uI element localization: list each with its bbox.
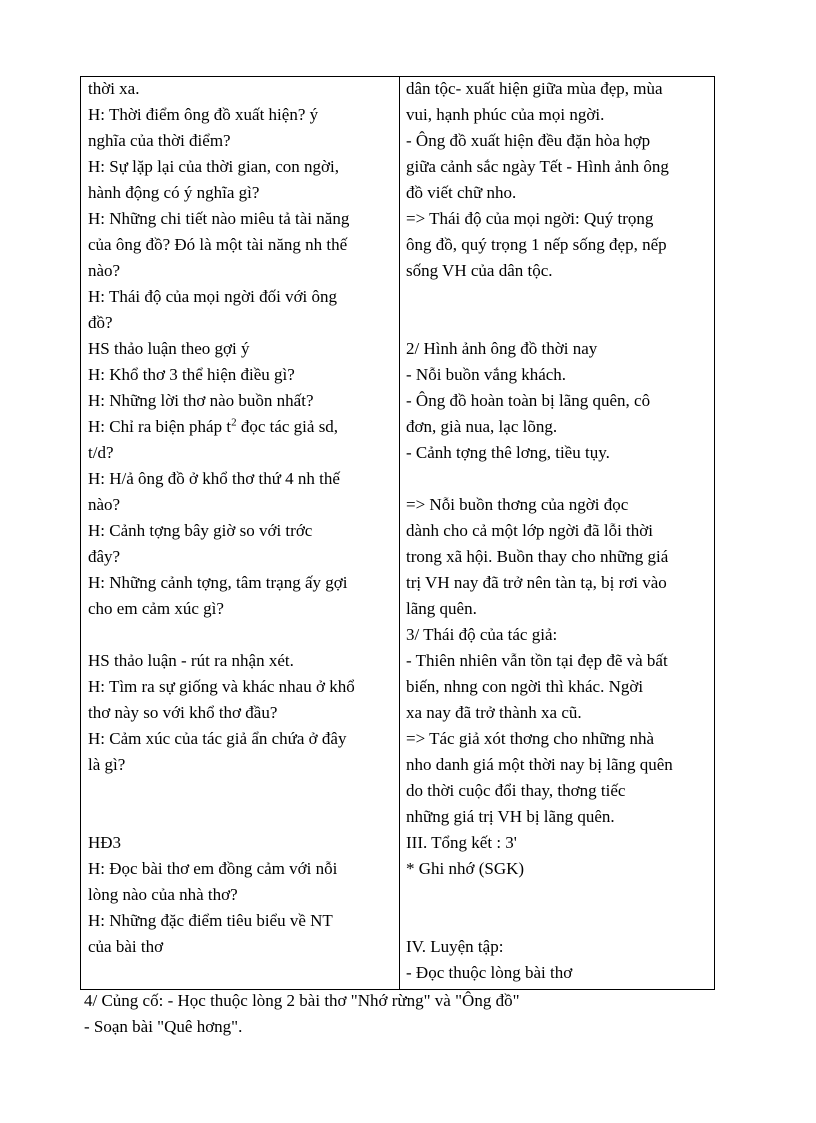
content-line: IV. Luyện tập: (406, 937, 504, 956)
question-line: thơ này so với khổ thơ đầu? (88, 703, 278, 722)
content-line: => Nỗi buồn thơng của ngời đọc (406, 495, 629, 514)
content-line: dành cho cả một lớp ngời đã lỗi thời (406, 521, 653, 540)
question-line: H: Những cảnh tợng, tâm trạng ấy gợi (88, 573, 348, 592)
content-line: lãng quên. (406, 599, 477, 618)
lesson-table (80, 76, 715, 990)
question-line: H: Thái độ của mọi ngời đối với ông (88, 287, 338, 306)
content-line: 2/ Hình ảnh ông đồ thời nay (406, 339, 598, 358)
question-line: là gì? (88, 755, 126, 774)
question-line: H: Những chi tiết nào miêu tả tài năng (88, 209, 350, 228)
question-line: HĐ3 (88, 833, 122, 852)
content-line: xa nay đã trở thành xa cũ. (406, 703, 582, 722)
question-line: H: Khổ thơ 3 thể hiện điều gì? (88, 365, 295, 384)
column-divider (399, 77, 400, 989)
question-line: t/d? (88, 443, 114, 462)
question-line: nghĩa của thời điểm? (88, 131, 231, 150)
content-line: dân tộc- xuất hiện giữa mùa đẹp, mùa (406, 79, 663, 98)
content-line: => Tác giả xót thơng cho những nhà (406, 729, 655, 748)
content-line: - Ông đồ xuất hiện đều đặn hòa hợp (406, 131, 651, 150)
question-line: H: Những đặc điểm tiêu biểu về NT (88, 911, 333, 930)
question-line: nào? (88, 495, 121, 514)
content-line: - Đọc thuộc lòng bài thơ (406, 963, 573, 982)
content-line: - Cảnh tợng thê lơng, tiều tụy. (406, 443, 610, 462)
content-line: đồ viết chữ nho. (406, 183, 517, 202)
question-line: của bài thơ (88, 937, 164, 956)
question-line: thời xa. (88, 79, 140, 98)
question-line: lòng nào của nhà thơ? (88, 885, 238, 904)
question-line: HS thảo luận - rút ra nhận xét. (88, 651, 294, 670)
question-line: nào? (88, 261, 121, 280)
content-line: do thời cuộc đổi thay, thơng tiếc (406, 781, 626, 800)
content-line: - Nỗi buồn vắng khách. (406, 365, 567, 384)
content-line: những giá trị VH bị lãng quên. (406, 807, 615, 826)
content-line: nho danh giá một thời nay bị lãng quên (406, 755, 673, 774)
content-line: đơn, già nua, lạc lõng. (406, 417, 558, 436)
question-line: H: Thời điểm ông đồ xuất hiện? ý (88, 105, 319, 124)
after-table-line: - Soạn bài "Quê hơng". (84, 1017, 243, 1036)
question-line: H: Sự lặp lại của thời gian, con ngời, (88, 157, 339, 176)
question-line: đây? (88, 547, 121, 566)
question-line: H: Đọc bài thơ em đồng cảm với nỗi (88, 859, 338, 878)
content-line: - Ông đồ hoàn toàn bị lãng quên, cô (406, 391, 651, 410)
content-line: III. Tổng kết : 3' (406, 833, 517, 852)
content-line: - Thiên nhiên vẫn tồn tại đẹp đẽ và bất (406, 651, 668, 670)
content-line: trị VH nay đã trở nên tàn tạ, bị rơi vào (406, 573, 667, 592)
question-line: H: Những lời thơ nào buồn nhất? (88, 391, 314, 410)
content-line: * Ghi nhớ (SGK) (406, 859, 525, 878)
content-line: trong xã hội. Buồn thay cho những giá (406, 547, 669, 566)
question-line: cho em cảm xúc gì? (88, 599, 224, 618)
superscript-2: 2 (231, 416, 237, 429)
question-line: H: H/ả ông đồ ở khổ thơ thứ 4 nh thế (88, 469, 340, 488)
question-line: H: Cảm xúc của tác giả ẩn chứa ở đây (88, 729, 347, 748)
question-line: H: Chỉ ra biện pháp $t^2$ đọc tác giả sd, (88, 416, 339, 436)
content-line: 3/ Thái độ của tác giả: (406, 625, 558, 644)
content-line: biến, nhng con ngời thì khác. Ngời (406, 677, 644, 696)
question-line: HS thảo luận theo gợi ý (88, 339, 250, 358)
after-table-line: 4/ Củng cố: - Học thuộc lòng 2 bài thơ "Nhớ rừng" và "Ông đồ" (84, 991, 520, 1010)
question-line-tail: đọc tác giả sd, (236, 417, 339, 436)
question-line: hành động có ý nghĩa gì? (88, 183, 260, 202)
content-line: vui, hạnh phúc của mọi ngời. (406, 105, 605, 124)
question-line: H: Tìm ra sự giống và khác nhau ở khổ (88, 677, 355, 696)
content-line: => Thái độ của mọi ngời: Quý trọng (406, 209, 654, 228)
question-line: đồ? (88, 313, 113, 332)
content-line: ông đồ, quý trọng 1 nếp sống đẹp, nếp (406, 235, 667, 254)
question-line: H: Cảnh tợng bây giờ so với trớc (88, 521, 313, 540)
content-line: sống VH của dân tộc. (406, 261, 553, 280)
question-line: của ông đồ? Đó là một tài năng nh thế (88, 235, 348, 254)
content-line: giữa cảnh sắc ngày Tết - Hình ảnh ông (406, 157, 669, 176)
